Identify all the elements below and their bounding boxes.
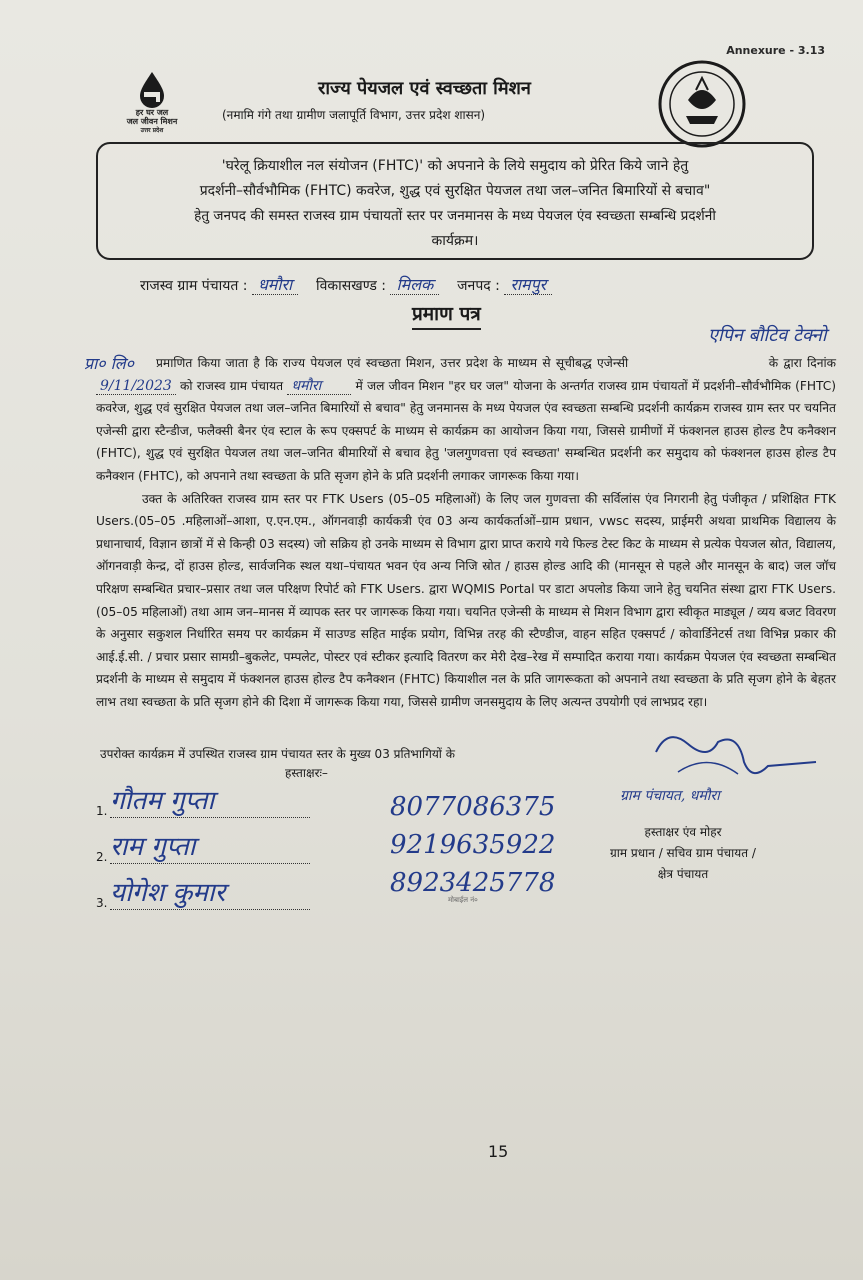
mission-title: राज्य पेयजल एवं स्वच्छता मिशन bbox=[318, 78, 531, 99]
annexure-label: Annexure - 3.13 bbox=[726, 44, 825, 57]
mobile-label: मोबाईल नं० bbox=[448, 896, 478, 904]
location-line bbox=[140, 273, 552, 295]
participant-row bbox=[96, 872, 336, 918]
programme-title-box bbox=[96, 142, 814, 260]
participant-row bbox=[96, 780, 336, 826]
participant-number: 3. bbox=[96, 896, 108, 910]
handwritten-agency-name: एपिन बौटिव टेक्नो bbox=[708, 325, 827, 346]
participant-phone: 9219635922 bbox=[390, 830, 556, 860]
logo-caption-3: उत्तर प्रदेश bbox=[140, 127, 164, 134]
paragraph-1 bbox=[96, 352, 836, 488]
participant-name: योगेश कुमार bbox=[110, 877, 310, 910]
gram-panchayat-value: धमौरा bbox=[252, 275, 298, 295]
handwritten-gram: धमौरा bbox=[287, 378, 351, 395]
up-government-emblem-icon bbox=[658, 60, 746, 148]
logo-caption-2: जल जीवन मिशन bbox=[126, 117, 178, 126]
participant-name: गौतम गुप्ता bbox=[110, 785, 310, 818]
box-line-2: प्रदर्शनी–सौर्वभौमिक (FHTC) कवरेज, शुद्ध एवं सुरक्षित पेयजल तथा जल–जनित बिमारियों से बचाव" bbox=[199, 183, 711, 199]
p1-part-b: के द्वारा दिनांक bbox=[768, 356, 837, 370]
district-label: जनपद : bbox=[457, 278, 500, 294]
participant-number: 2. bbox=[96, 850, 108, 864]
logo-caption-1: हर घर जल bbox=[135, 108, 169, 117]
p1-part-a: प्रमाणित किया जाता है कि राज्य पेयजल एवं स्वच्छता मिशन, उत्तर प्रदेश के माध्यम से सूचीबद्ध एजेन्सी bbox=[156, 356, 629, 370]
handwritten-agency-suffix: प्रा० लि० bbox=[84, 354, 134, 373]
water-drop-tap-icon bbox=[132, 70, 172, 108]
pradhan-signature bbox=[648, 722, 818, 792]
p1-part-c: को राजस्व ग्राम पंचायत bbox=[180, 378, 284, 393]
page-number: 15 bbox=[488, 1142, 509, 1161]
paragraph-2: उक्त के अतिरिक्त राजस्व ग्राम स्तर पर FTK Users (05–05 महिलाओं) के लिए जल गुणवत्ता की सर्विलांस एंव निगरानी हेतु पंजीकृत / प्रशिक्षित FTK Users.(05–05 .महिलाओं–आशा, ए.एन.एम., ऑगनवाड़ी कार्यकत्री एंव 03 अन्य कार्यकर्ताओं–ग्राम प्रधान, vwsc सदस्य, प्राईमरी अथवा प्राथमिक विद्यालय के प्रधानाचार्य, विज्ञान छात्रों में से किन्ही 03 सदस्य) जो सक्रिय हो उनके माध्यम से विभाग द्वारा प्राप्त कराये गये फिल्ड टेस्ट किट के माध्यम से प्रत्येक पेयजल स्रोत, विद्यालय, ऑगनवाड़ी केन्द्र, दों हाउस होल्ड, सार्वजनिक स्थल यथा–पंचायत भवन एंव अन्य निजि स्रोत / हाउस होल्ड आदि की (मानसून से पहले और मानसून के बाद) जल जॉच परिक्षण सम्बन्धित प्रचार–प्रसार तथा जल परिक्षण रिपोर्ट को FTK Users. द्वारा WQMIS Portal पर डाटा अपलोड किया जाने हेतु चयनित संस्था द्वारा FTK Users.(05–05 महिलाओं) तथा आम जन–मानस में व्यापक स्तर पर जागरूक किया गया। चयनित एजेन्सी के माध्यम से मिशन विभाग द्वारा स्वीकृत माड्यूल / व्यय बजट विवरण के अनुसार सकुशल निर्धारित समय पर कार्यक्रम में साउण्ड सहित माईक प्रयोग, विभिन्न तरह की स्टैण्डीज, वाहन सहित एक्सपर्ट / कोवार्डिनेटर्स तथा विभिन्न प्रकार की आई.ई.सी. / प्रचार प्रसार सामग्री–बुकलेट, पम्पलेट, पोस्टर एवं स्टीकर इत्यादि वितरण कर मेरी देख–रेख में सम्पादित कराया गया। कार्यक्रम पेयजल एंव स्वच्छता सम्बन्धित प्रदर्शनी के माध्यम से समुदाय में फंक्शनल हाउस होल्ड टैप कनैक्शन (FHTC) कियाशील नल के प्रति जागरूकता को अपनाने तथा स्वच्छता के प्रति सृजग होने के बेहतर लाभ तथा स्वच्छता के प्रति सृजग होने की दिशा में जागरूक किया गया, जिससे ग्रामीण जनसमुदाय के लिए अत्यन्त उपयोगी एवं लाभप्रद रहा। bbox=[96, 491, 836, 709]
block-value: मिलक bbox=[390, 275, 439, 295]
participant-phone: 8077086375 bbox=[390, 792, 556, 822]
up-government-emblem bbox=[658, 60, 746, 148]
signatory-line-2: ग्राम प्रधान / सचिव ग्राम पंचायत / bbox=[610, 846, 756, 860]
signatory-line-1: हस्ताक्षर एंव मोहर bbox=[644, 825, 722, 839]
signatory-line-3: क्षेत्र पंचायत bbox=[657, 867, 709, 881]
participants-note: उपरोक्त कार्यक्रम में उपस्थित राजस्व ग्राम पंचायत स्तर के मुख्य 03 प्रतिभागियों के bbox=[100, 747, 455, 761]
block-label: विकासखण्ड : bbox=[316, 278, 387, 294]
participant-list bbox=[96, 780, 336, 918]
box-line-3: हेतु जनपद की समस्त राजस्व ग्राम पंचायतों स्तर पर जनमानस के मध्य पेयजल एंव स्वच्छता सम्बन्धि प्रदर्शनी bbox=[194, 208, 716, 224]
gram-panchayat-seal: ग्राम पंचायत, धमौरा bbox=[620, 788, 720, 804]
p1-part-d: में जल जीवन मिशन "हर घर जल" योजना के अन्तर्गत राजस्व ग्राम पंचायतों में प्रदर्शनी–सौर्वभौमिक (FHTC) कवरेज, शुद्ध एवं सुरक्षित पेयजल तथा जल–जनित बिमारियों से बचाव" हेतु जनमानस के मध्य पेयजल एंव स्वच्छता सम्बन्धि प्रदर्शनी कार्यक्रम राजस्व ग्राम स्तर पर चयनित एजेन्सी द्वारा स्टैन्डीज, फलैक्सी बैनर एंव स्टाल के रूप एक्सपर्ट के माध्यम से कार्यक्रम का आयोजन किया गया, जिससे ग्रामीणों में फंक्शनल हाउस होल्ड टैप कनैक्शन (FHTC), शुद्ध एवं सुरक्षित पेयजल तथा जल–जनित बीमारियों से बचाव हेतु 'जलगुणवत्ता एवं स्वच्छता' सम्बन्धित प्रदर्शनी कर समुदाय को फंक्शनल हाउस होल्ड टैप कनैक्शन (FHTC), को अपनाने तथा स्वच्छता के प्रति सृजग होने के प्रति प्रदर्शनी लगाकर जागरूक किया गया। bbox=[96, 378, 837, 483]
certificate-body bbox=[96, 352, 836, 714]
participant-phone-list bbox=[390, 788, 590, 902]
participant-phone: 8923425778 bbox=[390, 868, 556, 898]
participants-sign-label: हस्ताक्षरः– bbox=[285, 766, 328, 780]
har-ghar-jal-logo bbox=[112, 70, 192, 140]
participant-number: 1. bbox=[96, 804, 108, 818]
mission-subtitle: (नमामि गंगे तथा ग्रामीण जलापूर्ति विभाग, उत्तर प्रदेश शासन) bbox=[222, 108, 486, 122]
gram-panchayat-label: राजस्व ग्राम पंचायत : bbox=[140, 278, 248, 294]
box-line-1: 'घरेलू क्रियाशील नल संयोजन (FHTC)' को अपनाने के लिये समुदाय को प्रेरित किये जाने हेतु bbox=[221, 158, 689, 174]
certificate-title: प्रमाण पत्र bbox=[412, 300, 481, 330]
handwritten-date: 9/11/2023 bbox=[96, 378, 176, 395]
participant-row bbox=[96, 826, 336, 872]
box-line-4: कार्यक्रम। bbox=[431, 233, 479, 249]
district-value: रामपुर bbox=[504, 275, 552, 295]
signatory-block bbox=[578, 822, 788, 885]
participant-name: राम गुप्ता bbox=[110, 831, 310, 864]
